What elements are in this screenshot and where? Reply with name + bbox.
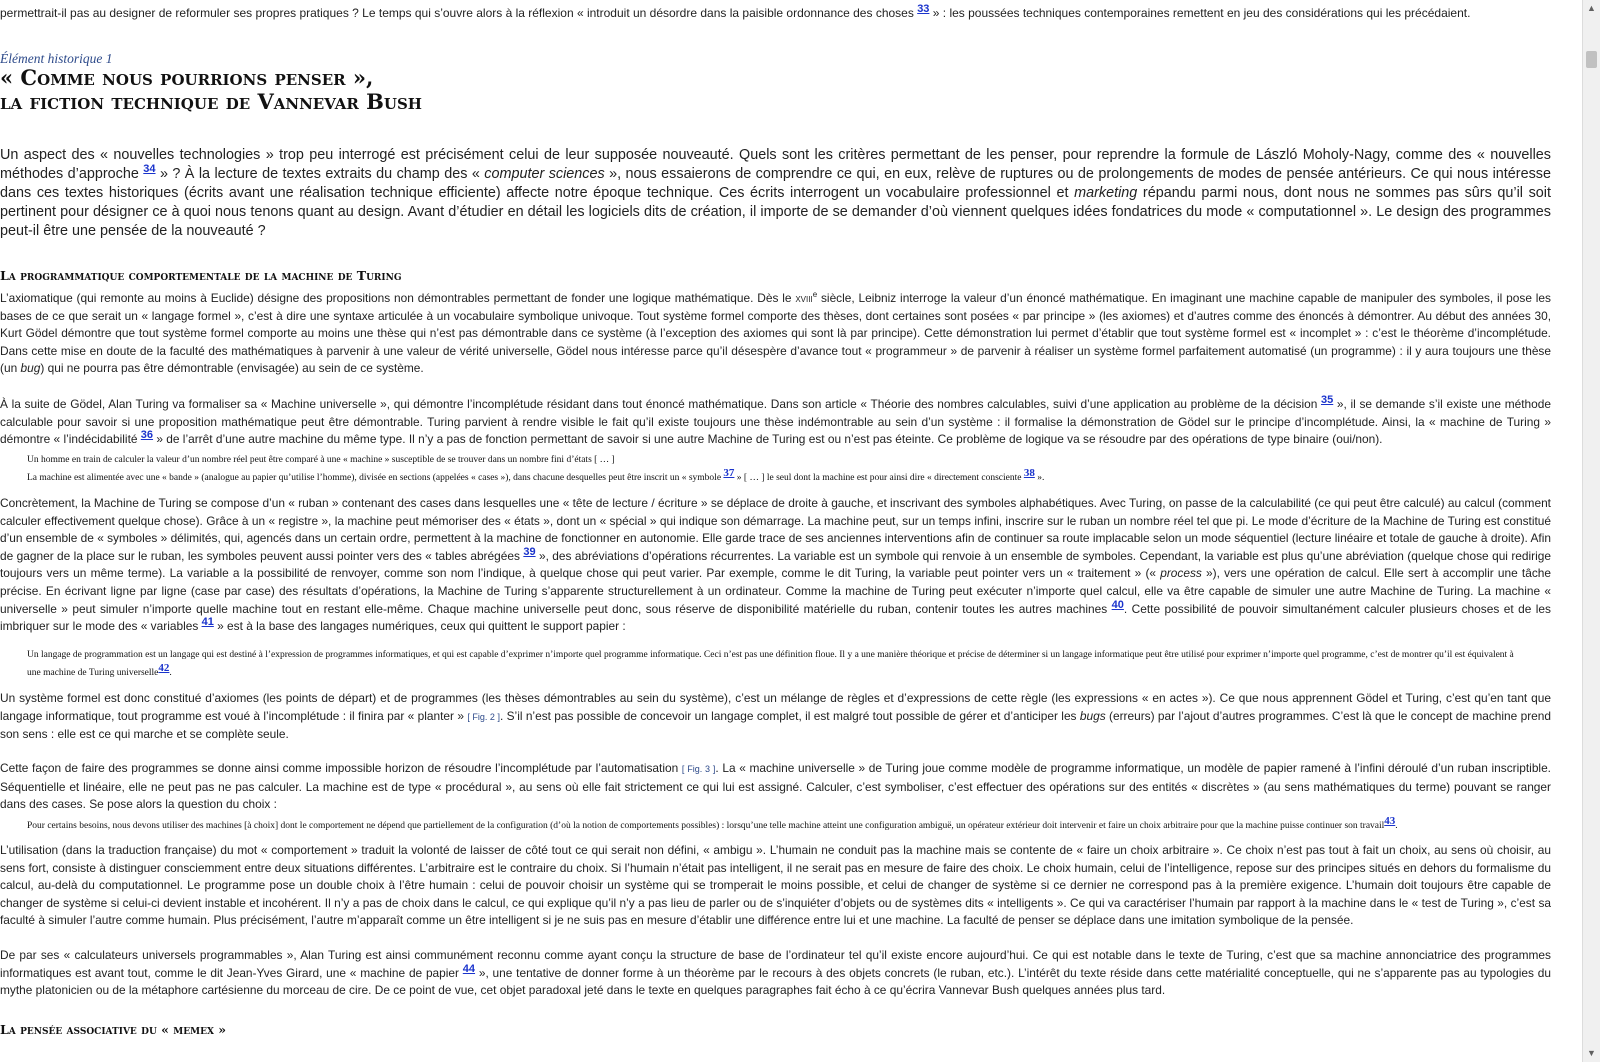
turing-paragraph-1 xyxy=(0,286,1551,378)
text: À la suite de Gödel, Alan Turing va formaliser sa « Machine universelle », qui démontre l’incomplétude résidant dans tout énoncé mathématique. Dans son article « Théorie des nombres calculables, suivi d’une application au problème de la décision xyxy=(0,397,1321,411)
text: », il se demande s’il existe une méthode calculable pour savoir si une proposition mathématique peut être démontrable. Turing parvient à rendre visible le fait qu’il existe toujours une thèse indémontrable au sein d’un système : il formalise la démonstration de Gödel sur le principe d’incomplétude. Ainsi, la « machine de Turing » démontre « l’indécidabilité xyxy=(0,397,1551,447)
intro-paragraph xyxy=(0,146,1551,241)
text: Concrètement, la Machine de Turing se compose d’un « ruban » contenant des cases dans lesquelles une « tête de lecture / écriture » se déplace de droite à gauche, et inscrivant des symboles alphabétiques. Avec Turing, on passe de la calculabilité (ce qui peut être calculé) au calcul (comment calculer effectivement quelque chose). Grâce à un « registre », la machine peut mémoriser des « états », dont un « spécial » qui indique son démarrage. La machine peut, sur un temps infini, inscrire sur le ruban un nombre réel tel que pi. Le mode d’écriture de la Machine de Turing est constitué d’un ensemble de « symboles » délimités, qui, agencés dans un certain ordre, permettent à la machine de fonctionner en autonomie. Elle garde trace de ses anciennes interventions afin de continuer sa route implacable selon un mode séquentiel (lecture linéaire et totale de gauche à droite). Afin de gagner de la place sur le ruban, les symboles peuvent aussi pointer vers des « tables abrégées xyxy=(0,496,1551,563)
text: »), vers une opération de calcul. Elle sert à accomplir une tâche précise. En écrivant ligne par ligne (case par case) des résultats d’opérations, la Machine de Turing s’apparente structurellement à un ordinateur. Comme la machine de Turing peut exécuter n’importe quel calcul, elle va être capable de simuler une autre Machine de Turing. La machine « universelle » peut simuler n’importe quelle machine tout en restant elle-même. Chaque machine universelle peut donc, sous réserve de disponibilité matérielle du ruban, contenir toutes les autres machines xyxy=(0,566,1551,616)
text: ) qui ne pourra pas être démontrable (envisagée) au sein de ce système. xyxy=(40,361,424,376)
turing-paragraph-4 xyxy=(0,690,1551,744)
italic-term: bugs xyxy=(1079,708,1106,723)
intro-tail-paragraph xyxy=(0,4,1551,22)
text: siècle, Leibniz interroge la valeur d’un énoncé mathématique. En imaginant une machine capable de manipuler des symboles, il pose les bases de ce que serait un « langage formel », c’est à dire une syntaxe articulée à un vocabulaire symbolique univoque. Tout système formel comporte des thèses, dont certaines sont posées « par principe » (les axiomes) et d’autres comme des énoncés à démontrer. Au début des années 30, Kurt Gödel démontre que tout système formel comporte au moins une thèse qui n’est pas démontrable dans ce système (à l’exception des axiomes qui sont là par principe). Cette démonstration lui permet d’établir que tout système formel est « incomplet » : c’est le théorème d’incomplétude. Dans cette mise en doute de la faculté des mathématiques à parvenir à une valeur de vérité universelle, Gödel nous intéresse parce qu’il désespère d’avance tout « programmeur » de parvenir à réaliser un système formel parfaitement automatisé (un programme) : il y aura toujours une thèse (un xyxy=(0,290,1551,376)
superscript: e xyxy=(812,290,818,299)
figure-link-3[interactable]: [ Fig. 3 ] xyxy=(681,764,716,774)
footnote-link-41[interactable]: 41 xyxy=(201,616,214,629)
text: Un langage de programmation est un langage qui est destiné à l’expression de programmes informatiques, et qui est capable d’exprimer n’importe quel programme informatique. Ceci n’est pas une définition floue. Il y a une manière théorique et précise de déterminer si un langage informatique peut être utilisé pour exprimer n’importe quel programme, c’est de montrer qu’il est équivalent à une machine de Turing universelle xyxy=(27,650,1514,678)
text: Un aspect des « nouvelles technologies » trop peu interrogé est précisément celui de leur supposée nouveauté. Quels sont les critères permettant de les penser, pour reprendre la formule de László Moholy-Nagy, comme des « nouvelles méthodes d’approche xyxy=(0,147,1551,182)
text: . La « machine universelle » de Turing joue comme modèle de programme informatique, un modèle de papier ramené à l’infini déroulé d’un ruban inscriptible. Séquentielle et linéaire, elle ne peut pas ne pas calculer. La machine est de type « procédural », au sens où elle fait strictement ce qui lui est assigné. Calculer, c’est symboliser, c’est effectuer des opérations sur des entités « discrètes » (au sens mathématiques du terme) pouvant se ranger dans des cases. Se pose alors la question du choix : xyxy=(0,761,1551,812)
blockquote-3 xyxy=(27,646,1517,682)
subsection-heading-memex: La pensée associative du « memex » xyxy=(0,1022,227,1037)
turing-paragraph-3 xyxy=(0,495,1551,636)
footnote-link-43[interactable]: 43 xyxy=(1384,814,1396,827)
text: . xyxy=(169,668,172,678)
italic-term: process xyxy=(1160,566,1202,581)
text: . Cette possibilité de pouvoir simultanément calculer plusieurs choses et de les imbriquer sur le mode des « variables xyxy=(0,601,1551,634)
text: » [ … ] le seul dont la machine est pour ainsi dire « directement consciente xyxy=(734,473,1024,483)
footnote-link-39[interactable]: 39 xyxy=(523,545,536,558)
text: », nous essaierons de comprendre ce qui, en eux, relève de ruptures ou de prolongements de modes de pensée antérieurs. Ce qui nous intéresse dans ces textes historiques (écrits avant une réalisation technique efficiente) affecte notre époque technique. Ces écrits interrogent un vocabulaire professionnel et xyxy=(0,166,1551,201)
figure-link-2[interactable]: [ Fig. 2 ] xyxy=(467,711,500,722)
text: De par ses « calculateurs universels programmables », Alan Turing est ainsi communément reconnu comme ayant conçu la structure de base de l’ordinateur tel qu’il existe encore aujourd’hui. Ce qui est notable dans le texte de Turing, c’est que sa machine annonciatrice des programmes informatiques est avant tout, comme le dit Jean-Yves Girard, une « machine de papier xyxy=(0,948,1551,980)
text: » de l’arrêt d’une autre machine du même type. Il n’y a pas de fonction permettant de savoir si une autre Machine de Turing est ou n’est pas éteinte. Ce problème de logique va se résoudre par des opérations de type binaire (oui/non). xyxy=(153,432,1383,447)
footnote-link-37[interactable]: 37 xyxy=(723,466,735,479)
scroll-down-arrow-icon[interactable]: ▼ xyxy=(1587,1048,1596,1058)
footnote-link-42[interactable]: 42 xyxy=(158,661,170,674)
blockquote-4 xyxy=(27,814,1547,835)
footnote-link-38[interactable]: 38 xyxy=(1023,466,1035,479)
text: Pour certains besoins, nous devons utiliser des machines [à choix] dont le comportement ne dépend que partiellement de la configuration (d’où la notion de comportements possibles) : lorsqu’une telle machine atteint une configuration ambiguë, un opérateur extérieur doit intervenir et faire un choix arbitraire pour que la machine puisse continuer son travail xyxy=(27,821,1385,831)
text: » ? À la lecture de textes extraits du champ des « xyxy=(155,166,485,182)
text: répandu parmi nous, dont nous ne sommes pas sûrs qu’il soit pertinent pour désigner ce à quoi nous tenons quant au design. Avant d’étudier en détail les logiciels dits de création, il importe de se demander d’où viennent quelques idées fondatrices du mode « computationnel ». Le design des programmes peut-il être une pensée de la nouveauté ? xyxy=(0,185,1551,239)
text: Cette façon de faire des programmes se donne ainsi comme impossible horizon de résoudre l’incomplétude par l’automatisation xyxy=(0,761,682,775)
text: (erreurs) par l’ajout d’autres programmes. C’est là que le concept de machine prend son sens : elle est ce qui marche et se complète seule. xyxy=(0,708,1551,742)
text: ». xyxy=(1034,473,1045,483)
text: . S’il n’est pas possible de concevoir un langage complet, il est malgré tout possible de gérer et d’anticiper les xyxy=(499,708,1080,723)
scrollbar-thumb[interactable] xyxy=(1586,51,1597,68)
vertical-scrollbar[interactable] xyxy=(1582,0,1600,1062)
text: . xyxy=(1395,821,1398,831)
blockquote-2 xyxy=(27,466,1547,487)
text: La machine est alimentée avec une « bande » (analogue au papier qu’utilise l’homme), divisée en sections (appelées « cases »), dans chacune desquelles peut être inscrit un « symbole xyxy=(27,473,724,483)
text: » est à la base des langages numériques, ceux qui quittent le support papier : xyxy=(213,619,626,634)
turing-paragraph-5 xyxy=(0,760,1551,814)
title-line-2: la fiction technique de Vannevar Bush xyxy=(0,89,422,114)
text: permettrait-il pas au designer de reformuler ses propres pratiques ? Le temps qui s’ouvre alors à la réflexion « introduit un désordre dans la paisible ordonnance des choses xyxy=(0,6,918,20)
italic-term: bug xyxy=(20,361,41,376)
footnote-link-36[interactable]: 36 xyxy=(140,429,154,442)
subsection-heading-turing: La programmatique comportementale de la machine de Turing xyxy=(0,268,402,283)
section-title xyxy=(0,66,422,114)
italic-term: marketing xyxy=(1074,185,1138,201)
footnote-link-33[interactable]: 33 xyxy=(917,3,930,15)
footnote-link-35[interactable]: 35 xyxy=(1321,394,1334,407)
text: » : les poussées techniques contemporaines remettent en jeu des considérations qui les précédaient. xyxy=(929,6,1471,20)
turing-paragraph-7 xyxy=(0,947,1551,1000)
century-numeral: xviii xyxy=(795,290,813,305)
scroll-up-arrow-icon[interactable]: ▲ xyxy=(1587,3,1596,13)
text: », une tentative de donner forme à un théorème par le recours à des objets concrets (le ruban, etc.). L’intérêt du texte réside dans cette matérialité conceptuelle, qui ne s’apparente pas au typologies du mythe platonicien ou de la métaphore cartésienne du morceau de cire. De ce point de vue, cet objet paradoxal jeté dans le texte en quelques paragraphes fait écho à ce qu’écrira Vannevar Bush quelques années plus tard. xyxy=(0,965,1551,998)
blockquote-1: Un homme en train de calculer la valeur d’un nombre réel peut être comparé à une « machine » susceptible de se trouver dans un nombre fini d’états [ … ] xyxy=(27,455,615,465)
turing-paragraph-6: L’utilisation (dans la traduction française) du mot « comportement » traduit la volonté de laisser de côté tout ce qui serait non défini, « ambigu ». L’humain ne conduit pas la machine mais se contente de « faire un choix arbitraire ». Ce choix n’est pas tout à fait un choix, au sens où choisir, au sens fort, consiste à distinguer consciemment entre deux situations différentes. L’arbitraire est le contraire du choix. Si l’humain n’était pas intelligent, il ne serait pas en mesure de faire des choix. Le choix humain, celui de l’intelligence, repose sur des principes situés en dehors du formalisme du calcul, au-delà du computationnel. Le programme pose un double choix à l’être humain : celui de pouvoir choisir un système qui se tromperait le moins possible, et celui de changer de système si ce dernier ne correspond pas à la première exigence. L’humain doit toujours être capable de changer de système si celui-ci devient instable et incohérent. Il n’y a pas de choix dans le calcul, ce qui explique qu’il n’y a pas lieu de parler ou de s’inquiéter d’objets ou de systèmes dits « intelligents ». Ce qui va caractériser l’humain par rapport à la machine dans le « test de Turing », c’est sa faculté à simuler l’autre comme humain. Plus précisément, l’autre m’apparaît comme un être intelligent si je ne suis pas en mesure d’établir une différence entre lui et une machine. La faculté de penser se déplace dans une imitation symbolique de la pensée. xyxy=(0,843,1551,928)
text: Un système formel est donc constitué d’axiomes (les points de départ) et de programmes (les thèses démontrables au sein du système), c’est un mélange de règles et d’expressions de cette règle (les expressions « en actes »). Ce que nous apprennent Gödel et Turing, c’est qu’en tant que langage informatique, tout programme est voué à l’incomplétude : il finira par « planter » xyxy=(0,691,1551,723)
turing-paragraph-2 xyxy=(0,396,1551,449)
footnote-link-44[interactable]: 44 xyxy=(462,962,476,975)
text: », des abréviations d’opérations récurrentes. La variable est un symbole qui renvoie à un ensemble de symboles. Cependant, la variable est plus qu’une abréviation (quelque chose qui redirige toujours vers un même terme). La variable a la possibilité de renvoyer, comme son nom l’indique, à quelque chose qui peut varier. Par exemple, comme le dit Turing, la variable peut pointer vers un « traitement » (« xyxy=(0,548,1551,581)
text: L’axiomatique (qui remonte au moins à Euclide) désigne des propositions non démontrables permettant de fonder une logique mathématique. Dès le xyxy=(0,290,796,305)
footnote-link-34[interactable]: 34 xyxy=(143,163,156,176)
italic-term: computer sciences xyxy=(484,166,605,182)
section-kicker: Élément historique 1 xyxy=(0,51,113,66)
footnote-link-40[interactable]: 40 xyxy=(1111,598,1124,611)
title-line-1: « Comme nous pourrions penser », xyxy=(0,65,374,90)
